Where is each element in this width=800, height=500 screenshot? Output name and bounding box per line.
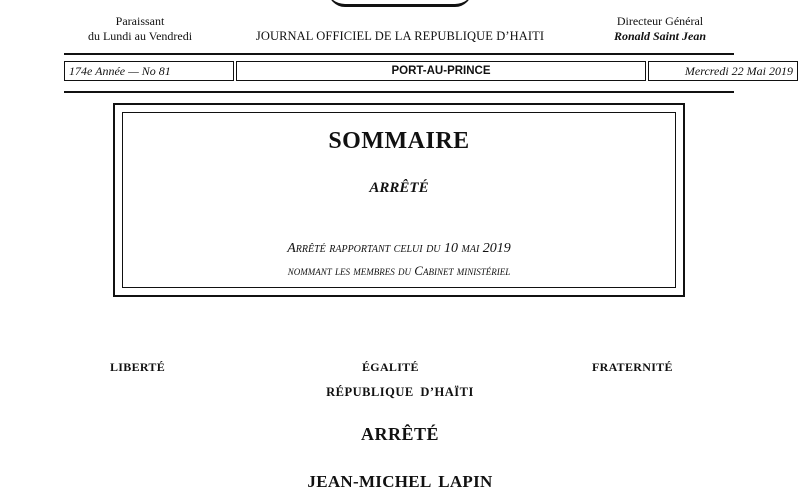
motto-fraternite: FRATERNITÉ bbox=[592, 360, 673, 374]
motto-egalite: ÉGALITÉ bbox=[362, 360, 419, 374]
sommaire-section-heading: ARRÊTÉ bbox=[369, 180, 429, 196]
sommaire-title: SOMMAIRE bbox=[328, 128, 470, 154]
publication-frequency bbox=[55, 14, 225, 44]
journal-title: JOURNAL OFFICIEL DE LA REPUBLIQUE D’HAITI bbox=[255, 29, 545, 43]
director-name: Ronald Saint Jean bbox=[613, 29, 707, 43]
signatory-name: JEAN-MICHEL LAPIN bbox=[307, 472, 493, 491]
masthead-emblem-arc bbox=[328, 0, 472, 7]
director-notice bbox=[575, 14, 745, 44]
publication-frequency-line1: Paraissant bbox=[115, 14, 165, 28]
arrete-heading: ARRÊTÉ bbox=[360, 424, 439, 444]
issue-number: 174e Année — No 81 bbox=[64, 61, 234, 81]
republique-heading: RÉPUBLIQUE D’HAÏTI bbox=[326, 385, 474, 399]
issue-date: Mercredi 22 Mai 2019 bbox=[648, 61, 798, 81]
sommaire-box bbox=[113, 103, 685, 297]
director-label: Directeur Général bbox=[616, 14, 704, 28]
sommaire-entry-line1: Arrêté rapportant celui du 10 mai 2019 bbox=[287, 241, 511, 256]
publication-frequency-line2: du Lundi au Vendredi bbox=[87, 29, 193, 43]
sommaire-entry-line2: nommant les membres du Cabinet ministériel bbox=[287, 263, 511, 278]
motto-liberte: LIBERTÉ bbox=[110, 360, 166, 374]
issue-info-bar bbox=[64, 53, 793, 93]
issue-city: PORT-AU-PRINCE bbox=[236, 61, 646, 81]
sommaire-inner-frame bbox=[122, 112, 676, 288]
